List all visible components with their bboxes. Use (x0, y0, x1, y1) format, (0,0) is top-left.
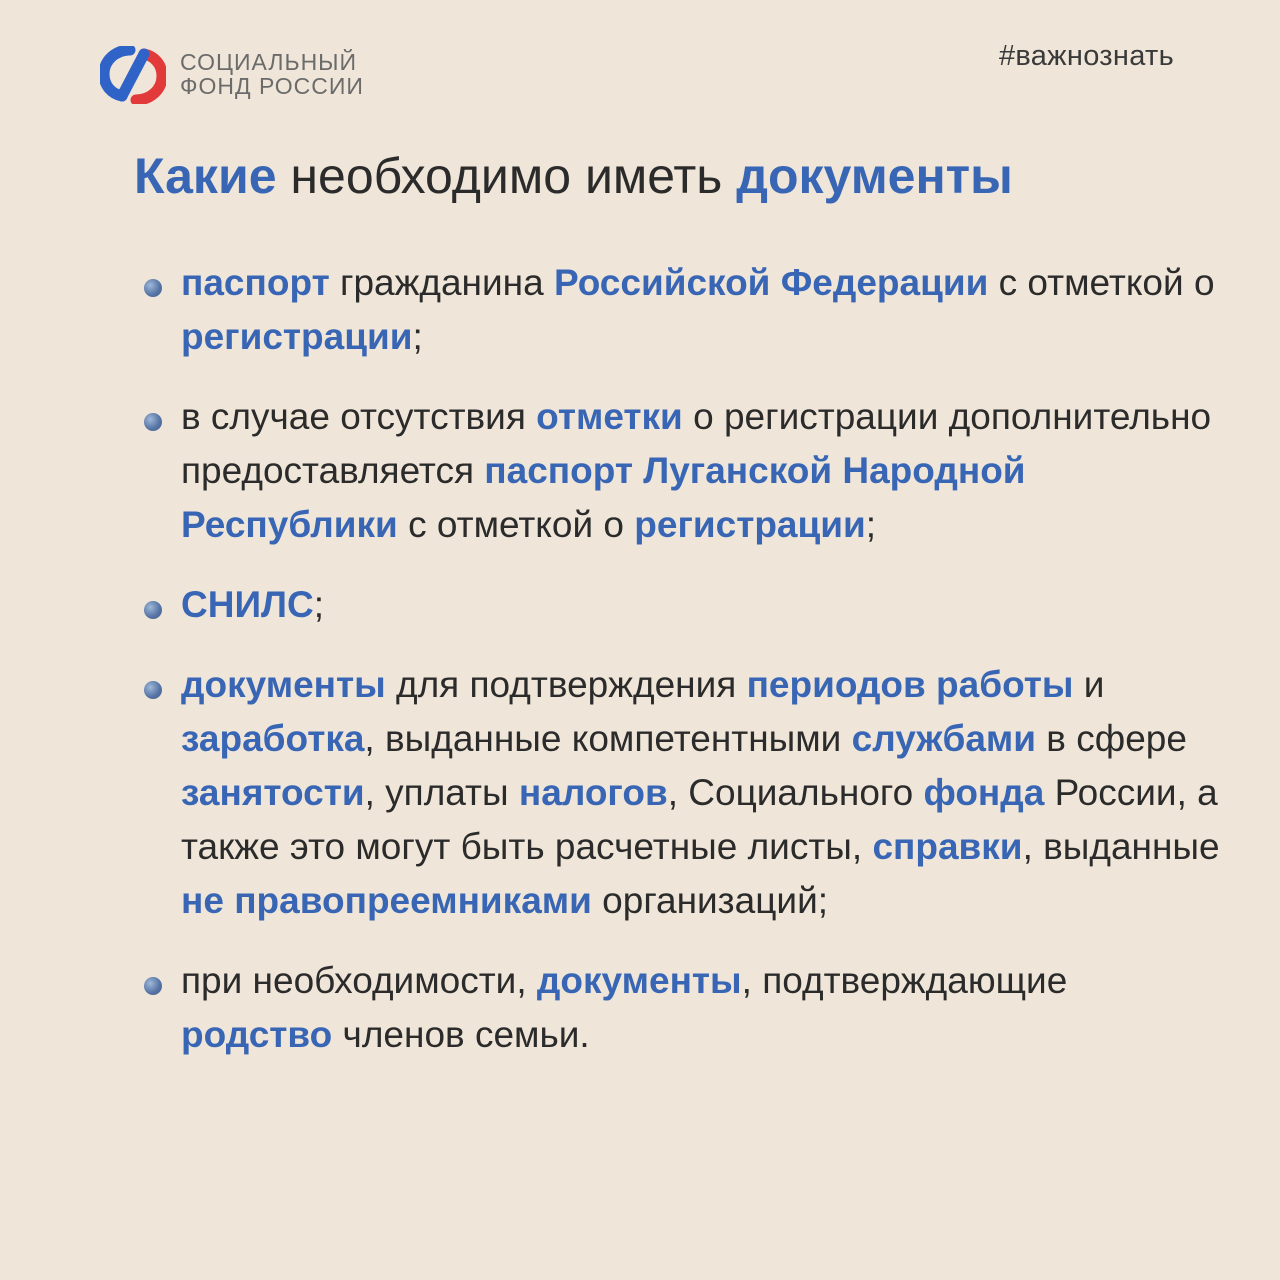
text-segment: ; (412, 316, 423, 357)
text-segment: о регистрации дополнительно предоставляется (181, 396, 1212, 491)
text-segment: , Социального (667, 772, 924, 813)
text-segment: членов семьи. (332, 1014, 590, 1055)
text-segment: , выданные компетентными (364, 718, 852, 759)
text-segment: в случае отсутствия (181, 396, 537, 437)
text-segment: регистрации (181, 316, 413, 357)
text-segment: отметки (536, 396, 683, 437)
list-item-passport (140, 256, 1220, 364)
text-segment: гражданина (329, 262, 554, 303)
text-segment: не правопреемниками (181, 880, 592, 921)
header (0, 0, 1280, 120)
text-segment: с отметкой о (397, 504, 635, 545)
text-segment: Российской Федерации (553, 262, 989, 303)
title-part-2: необходимо иметь (276, 148, 737, 204)
text-segment: организаций; (591, 880, 829, 921)
item-text (181, 658, 1220, 928)
hashtag: #важнознать (998, 40, 1174, 72)
text-segment: с отметкой о (988, 262, 1215, 303)
sfr-logo (100, 44, 370, 106)
text-segment: налогов (518, 772, 668, 813)
text-segment: фонда (923, 772, 1045, 813)
title-part-1: Какие (134, 148, 277, 204)
title-part-3: документы (736, 148, 1013, 204)
text-segment: занятости (181, 772, 365, 813)
text-segment: документы (181, 664, 386, 705)
bullet-icon (144, 681, 162, 699)
bullet-icon (144, 413, 162, 431)
text-segment: паспорт (181, 262, 330, 303)
list-item-snils (140, 578, 1220, 632)
bullet-icon (144, 279, 162, 297)
text-segment: при необходимости, (181, 960, 537, 1001)
text-segment: ; (313, 584, 324, 625)
text-segment: регистрации (634, 504, 866, 545)
text-segment: , уплаты (364, 772, 519, 813)
text-segment: , подтверждающие (741, 960, 1068, 1001)
text-segment: заработка (181, 718, 365, 759)
list-item-kinship (140, 954, 1220, 1062)
text-segment: родство (181, 1014, 333, 1055)
text-segment: и (1073, 664, 1105, 705)
text-segment: документы (536, 960, 742, 1001)
text-segment: для подтверждения (385, 664, 747, 705)
text-segment: службами (851, 718, 1037, 759)
text-segment: СНИЛС (181, 584, 314, 625)
logo-text (180, 50, 364, 98)
page-title (134, 145, 1194, 207)
text-segment: паспорт Луганской Народной Республики (181, 450, 1026, 545)
bullet-icon (144, 601, 162, 619)
item-text (181, 256, 1220, 364)
logo-line-1: СОЦИАЛЬНЫЙ (180, 49, 358, 75)
text-segment: периодов работы (746, 664, 1074, 705)
item-text (181, 390, 1220, 552)
list-item-lnr-passport (140, 390, 1220, 552)
logo-line-2: ФОНД РОССИИ (180, 73, 364, 99)
bullet-icon (144, 977, 162, 995)
item-text (181, 954, 1220, 1062)
documents-list (140, 256, 1220, 1088)
text-segment: в сфере (1036, 718, 1187, 759)
text-segment: справки (872, 826, 1023, 867)
item-text (181, 578, 1220, 632)
list-item-work-documents (140, 658, 1220, 928)
sfr-emblem-icon (100, 46, 166, 104)
text-segment: России, а также это могут быть расчетные листы, (181, 772, 1218, 867)
text-segment: ; (865, 504, 877, 545)
text-segment: , выданные (1022, 826, 1220, 867)
